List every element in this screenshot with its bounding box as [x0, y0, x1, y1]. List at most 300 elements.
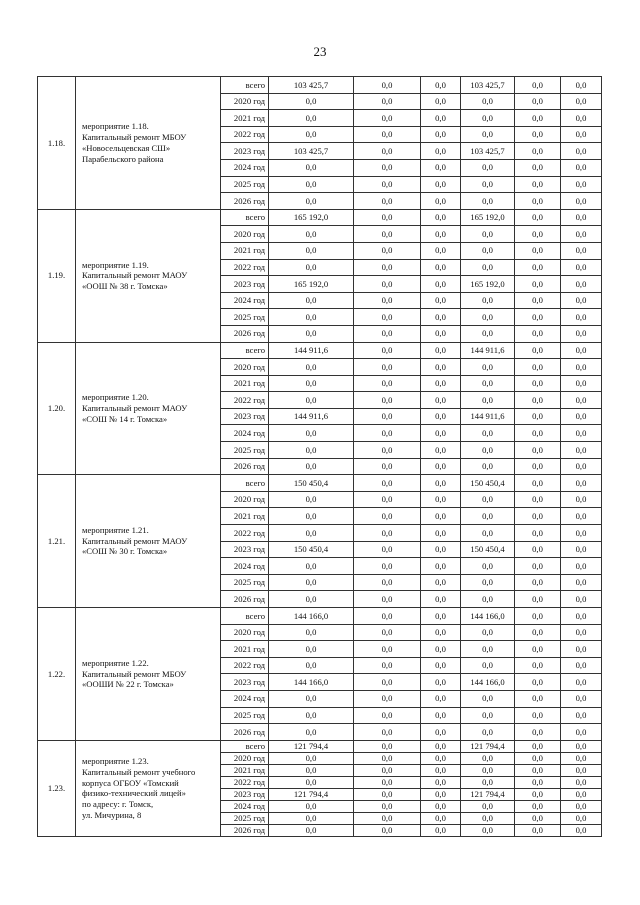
amount-cell: 0,0: [421, 309, 461, 326]
amount-cell: 0,0: [269, 764, 354, 776]
amount-cell: 0,0: [354, 292, 421, 309]
amount-cell: 0,0: [561, 724, 602, 741]
year-label: 2021 год: [221, 242, 269, 259]
amount-cell: 0,0: [269, 800, 354, 812]
amount-cell: 0,0: [461, 657, 515, 674]
year-label: 2022 год: [221, 126, 269, 143]
amount-cell: 0,0: [269, 690, 354, 707]
amount-cell: 0,0: [421, 193, 461, 210]
amount-cell: 0,0: [515, 541, 561, 558]
amount-cell: 0,0: [269, 491, 354, 508]
amount-cell: 0,0: [269, 458, 354, 475]
table-row: [38, 342, 602, 359]
amount-cell: 0,0: [269, 574, 354, 591]
amount-cell: 0,0: [561, 143, 602, 160]
year-label: 2026 год: [221, 325, 269, 342]
amount-cell: 0,0: [421, 375, 461, 392]
amount-cell: 0,0: [461, 525, 515, 542]
amount-cell: 0,0: [421, 690, 461, 707]
amount-cell: 0,0: [561, 525, 602, 542]
amount-cell: 0,0: [515, 309, 561, 326]
amount-cell: 0,0: [354, 126, 421, 143]
year-label: 2025 год: [221, 309, 269, 326]
item-number: 1.23.: [38, 740, 76, 836]
amount-cell: 0,0: [421, 657, 461, 674]
amount-cell: 0,0: [269, 525, 354, 542]
year-label: 2025 год: [221, 176, 269, 193]
amount-cell: 0,0: [354, 724, 421, 741]
amount-cell: 0,0: [515, 788, 561, 800]
amount-cell: 0,0: [561, 541, 602, 558]
amount-cell: 0,0: [354, 788, 421, 800]
year-label: 2025 год: [221, 707, 269, 724]
amount-cell: 0,0: [354, 77, 421, 94]
amount-cell: 0,0: [461, 159, 515, 176]
amount-cell: 0,0: [421, 776, 461, 788]
amount-cell: 0,0: [421, 624, 461, 641]
amount-cell: 0,0: [354, 591, 421, 608]
amount-cell: 0,0: [561, 475, 602, 492]
year-label: 2023 год: [221, 674, 269, 691]
amount-cell: 0,0: [354, 824, 421, 836]
amount-cell: 0,0: [561, 226, 602, 243]
amount-cell: 0,0: [354, 442, 421, 459]
amount-cell: 0,0: [561, 375, 602, 392]
amount-cell: 0,0: [354, 209, 421, 226]
amount-cell: 0,0: [561, 788, 602, 800]
amount-cell: 0,0: [421, 707, 461, 724]
amount-cell: 0,0: [354, 812, 421, 824]
year-label: 2024 год: [221, 690, 269, 707]
amount-cell: 0,0: [515, 491, 561, 508]
table-row: [38, 608, 602, 625]
amount-cell: 0,0: [461, 375, 515, 392]
amount-cell: 0,0: [354, 740, 421, 752]
amount-cell: 0,0: [269, 359, 354, 376]
amount-cell: 0,0: [561, 242, 602, 259]
amount-cell: 0,0: [354, 159, 421, 176]
year-label: 2024 год: [221, 558, 269, 575]
amount-cell: 0,0: [354, 674, 421, 691]
amount-cell: 0,0: [561, 824, 602, 836]
amount-cell: 0,0: [561, 77, 602, 94]
amount-cell: 0,0: [421, 558, 461, 575]
item-number: 1.21.: [38, 475, 76, 608]
amount-cell: 0,0: [515, 408, 561, 425]
item-number: 1.18.: [38, 77, 76, 210]
amount-cell: 0,0: [269, 242, 354, 259]
amount-cell: 0,0: [515, 292, 561, 309]
amount-cell: 0,0: [515, 591, 561, 608]
table-row: [38, 209, 602, 226]
amount-cell: 144 911,6: [461, 408, 515, 425]
amount-cell: 0,0: [354, 325, 421, 342]
amount-cell: 0,0: [461, 641, 515, 658]
amount-cell: 0,0: [515, 558, 561, 575]
amount-cell: 150 450,4: [461, 475, 515, 492]
amount-cell: 0,0: [269, 309, 354, 326]
amount-cell: 144 166,0: [269, 674, 354, 691]
amount-cell: 0,0: [561, 574, 602, 591]
amount-cell: 0,0: [354, 193, 421, 210]
amount-cell: 0,0: [561, 309, 602, 326]
amount-cell: 0,0: [269, 325, 354, 342]
amount-cell: 0,0: [515, 276, 561, 293]
amount-cell: 103 425,7: [461, 143, 515, 160]
amount-cell: 0,0: [421, 176, 461, 193]
year-label: 2020 год: [221, 359, 269, 376]
year-label: 2022 год: [221, 776, 269, 788]
amount-cell: 0,0: [421, 359, 461, 376]
amount-cell: 0,0: [269, 707, 354, 724]
amount-cell: 0,0: [421, 724, 461, 741]
amount-cell: 0,0: [461, 442, 515, 459]
amount-cell: 0,0: [515, 458, 561, 475]
amount-cell: 150 450,4: [269, 541, 354, 558]
amount-cell: 103 425,7: [461, 77, 515, 94]
amount-cell: 0,0: [561, 126, 602, 143]
amount-cell: 0,0: [421, 126, 461, 143]
amount-cell: 0,0: [354, 764, 421, 776]
amount-cell: 121 794,4: [461, 740, 515, 752]
amount-cell: 0,0: [421, 740, 461, 752]
amount-cell: 0,0: [354, 309, 421, 326]
amount-cell: 144 911,6: [269, 342, 354, 359]
amount-cell: 0,0: [354, 690, 421, 707]
amount-cell: 0,0: [421, 788, 461, 800]
amount-cell: 0,0: [421, 209, 461, 226]
table-row: [38, 475, 602, 492]
amount-cell: 0,0: [461, 193, 515, 210]
amount-cell: 0,0: [354, 392, 421, 409]
amount-cell: 0,0: [269, 176, 354, 193]
amount-cell: 0,0: [515, 143, 561, 160]
amount-cell: 0,0: [269, 812, 354, 824]
year-label: 2024 год: [221, 425, 269, 442]
page-number: 23: [313, 44, 327, 59]
amount-cell: 0,0: [515, 176, 561, 193]
amount-cell: 0,0: [354, 93, 421, 110]
amount-cell: 0,0: [515, 508, 561, 525]
amount-cell: 0,0: [515, 800, 561, 812]
amount-cell: 0,0: [421, 408, 461, 425]
year-label: 2024 год: [221, 292, 269, 309]
amount-cell: 0,0: [461, 292, 515, 309]
amount-cell: 0,0: [515, 776, 561, 788]
amount-cell: 0,0: [561, 209, 602, 226]
amount-cell: 0,0: [515, 209, 561, 226]
amount-cell: 0,0: [461, 707, 515, 724]
amount-cell: 0,0: [269, 259, 354, 276]
amount-cell: 0,0: [354, 359, 421, 376]
amount-cell: 0,0: [354, 558, 421, 575]
amount-cell: 0,0: [515, 442, 561, 459]
amount-cell: 0,0: [421, 525, 461, 542]
amount-cell: 0,0: [269, 126, 354, 143]
amount-cell: 0,0: [561, 110, 602, 127]
year-label: 2024 год: [221, 159, 269, 176]
amount-cell: 0,0: [269, 375, 354, 392]
amount-cell: 0,0: [421, 475, 461, 492]
amount-cell: 0,0: [461, 800, 515, 812]
amount-cell: 0,0: [561, 558, 602, 575]
table-body: [38, 77, 602, 837]
amount-cell: 0,0: [515, 690, 561, 707]
year-label: 2020 год: [221, 624, 269, 641]
amount-cell: 0,0: [269, 392, 354, 409]
year-label: 2026 год: [221, 724, 269, 741]
amount-cell: 0,0: [421, 591, 461, 608]
amount-cell: 0,0: [561, 776, 602, 788]
amount-cell: 0,0: [421, 800, 461, 812]
amount-cell: 0,0: [354, 475, 421, 492]
amount-cell: 0,0: [561, 193, 602, 210]
amount-cell: 0,0: [561, 508, 602, 525]
amount-cell: 0,0: [561, 674, 602, 691]
amount-cell: 0,0: [461, 508, 515, 525]
amount-cell: 0,0: [515, 242, 561, 259]
amount-cell: 0,0: [421, 392, 461, 409]
item-description: мероприятие 1.20. Капитальный ремонт МАОУ «СОШ № 14 г. Томска»: [76, 342, 221, 475]
amount-cell: 0,0: [461, 126, 515, 143]
year-label: 2022 год: [221, 525, 269, 542]
amount-cell: 0,0: [269, 442, 354, 459]
amount-cell: 0,0: [561, 359, 602, 376]
amount-cell: 0,0: [561, 93, 602, 110]
year-label: 2025 год: [221, 442, 269, 459]
year-label: 2025 год: [221, 812, 269, 824]
amount-cell: 0,0: [515, 159, 561, 176]
amount-cell: 150 450,4: [461, 541, 515, 558]
amount-cell: 0,0: [269, 657, 354, 674]
amount-cell: 0,0: [561, 624, 602, 641]
amount-cell: 0,0: [269, 641, 354, 658]
amount-cell: 0,0: [515, 93, 561, 110]
amount-cell: 0,0: [354, 624, 421, 641]
amount-cell: 0,0: [461, 392, 515, 409]
amount-cell: 0,0: [269, 624, 354, 641]
amount-cell: 0,0: [561, 425, 602, 442]
amount-cell: 0,0: [421, 608, 461, 625]
amount-cell: 0,0: [421, 812, 461, 824]
item-number: 1.19.: [38, 209, 76, 342]
amount-cell: 0,0: [354, 259, 421, 276]
year-label: 2020 год: [221, 752, 269, 764]
amount-cell: 144 911,6: [269, 408, 354, 425]
amount-cell: 0,0: [269, 752, 354, 764]
amount-cell: 0,0: [461, 93, 515, 110]
year-label: 2020 год: [221, 93, 269, 110]
amount-cell: 0,0: [354, 541, 421, 558]
year-label: всего: [221, 342, 269, 359]
amount-cell: 0,0: [561, 342, 602, 359]
item-description: мероприятие 1.23. Капитальный ремонт учебного корпуса ОГБОУ «Томский физико-технический лицей» по адресу: г. Томск, ул. Мичурина, 8: [76, 740, 221, 836]
year-label: 2020 год: [221, 491, 269, 508]
year-label: 2021 год: [221, 764, 269, 776]
amount-cell: 0,0: [515, 126, 561, 143]
amount-cell: 150 450,4: [269, 475, 354, 492]
amount-cell: 0,0: [515, 325, 561, 342]
amount-cell: 0,0: [421, 764, 461, 776]
year-label: всего: [221, 209, 269, 226]
amount-cell: 144 166,0: [461, 608, 515, 625]
amount-cell: 0,0: [354, 375, 421, 392]
amount-cell: 0,0: [354, 110, 421, 127]
amount-cell: 0,0: [515, 392, 561, 409]
amount-cell: 0,0: [561, 690, 602, 707]
amount-cell: 0,0: [421, 425, 461, 442]
year-label: 2026 год: [221, 193, 269, 210]
item-description: мероприятие 1.21. Капитальный ремонт МАОУ «СОШ № 30 г. Томска»: [76, 475, 221, 608]
item-description: мероприятие 1.22. Капитальный ремонт МБОУ «ООШИ № 22 г. Томска»: [76, 608, 221, 741]
amount-cell: 0,0: [421, 574, 461, 591]
amount-cell: 0,0: [461, 491, 515, 508]
amount-cell: 0,0: [269, 776, 354, 788]
amount-cell: 165 192,0: [461, 276, 515, 293]
amount-cell: 0,0: [421, 824, 461, 836]
amount-cell: 0,0: [269, 508, 354, 525]
year-label: 2023 год: [221, 143, 269, 160]
amount-cell: 0,0: [515, 657, 561, 674]
amount-cell: 0,0: [269, 110, 354, 127]
amount-cell: 165 192,0: [269, 209, 354, 226]
amount-cell: 0,0: [421, 276, 461, 293]
amount-cell: 0,0: [421, 674, 461, 691]
year-label: 2022 год: [221, 259, 269, 276]
amount-cell: 0,0: [269, 193, 354, 210]
amount-cell: 0,0: [561, 159, 602, 176]
amount-cell: 0,0: [561, 657, 602, 674]
amount-cell: 0,0: [561, 491, 602, 508]
year-label: 2026 год: [221, 824, 269, 836]
table-row: [38, 740, 602, 752]
amount-cell: 0,0: [461, 176, 515, 193]
year-label: 2025 год: [221, 574, 269, 591]
amount-cell: 0,0: [354, 458, 421, 475]
year-label: 2026 год: [221, 458, 269, 475]
year-label: 2022 год: [221, 657, 269, 674]
amount-cell: 0,0: [461, 558, 515, 575]
amount-cell: 0,0: [354, 776, 421, 788]
amount-cell: 0,0: [421, 259, 461, 276]
amount-cell: 0,0: [269, 292, 354, 309]
amount-cell: 0,0: [421, 752, 461, 764]
amount-cell: 0,0: [269, 159, 354, 176]
amount-cell: 0,0: [461, 764, 515, 776]
amount-cell: 0,0: [515, 342, 561, 359]
amount-cell: 0,0: [461, 690, 515, 707]
amount-cell: 121 794,4: [461, 788, 515, 800]
year-label: всего: [221, 608, 269, 625]
amount-cell: 0,0: [421, 226, 461, 243]
amount-cell: 0,0: [561, 392, 602, 409]
amount-cell: 0,0: [461, 776, 515, 788]
year-label: 2023 год: [221, 541, 269, 558]
amount-cell: 0,0: [515, 764, 561, 776]
amount-cell: 121 794,4: [269, 740, 354, 752]
amount-cell: 0,0: [515, 641, 561, 658]
amount-cell: 0,0: [354, 408, 421, 425]
year-label: 2024 год: [221, 800, 269, 812]
item-description: мероприятие 1.19. Капитальный ремонт МАОУ «ООШ № 38 г. Томска»: [76, 209, 221, 342]
amount-cell: 144 911,6: [461, 342, 515, 359]
amount-cell: 0,0: [421, 292, 461, 309]
amount-cell: 0,0: [515, 624, 561, 641]
amount-cell: 0,0: [461, 425, 515, 442]
amount-cell: 0,0: [561, 408, 602, 425]
amount-cell: 0,0: [421, 143, 461, 160]
item-number: 1.22.: [38, 608, 76, 741]
year-label: 2023 год: [221, 408, 269, 425]
amount-cell: 0,0: [421, 442, 461, 459]
year-label: 2022 год: [221, 392, 269, 409]
amount-cell: 0,0: [421, 93, 461, 110]
amount-cell: 103 425,7: [269, 143, 354, 160]
amount-cell: 0,0: [515, 752, 561, 764]
amount-cell: 0,0: [561, 259, 602, 276]
amount-cell: 0,0: [515, 812, 561, 824]
amount-cell: 0,0: [515, 608, 561, 625]
amount-cell: 0,0: [515, 475, 561, 492]
amount-cell: 0,0: [421, 159, 461, 176]
amount-cell: 0,0: [354, 242, 421, 259]
amount-cell: 0,0: [561, 608, 602, 625]
amount-cell: 0,0: [354, 525, 421, 542]
amount-cell: 0,0: [269, 824, 354, 836]
amount-cell: 0,0: [561, 707, 602, 724]
amount-cell: 0,0: [421, 491, 461, 508]
amount-cell: 0,0: [561, 641, 602, 658]
year-label: 2020 год: [221, 226, 269, 243]
amount-cell: 0,0: [354, 800, 421, 812]
amount-cell: 0,0: [354, 707, 421, 724]
year-label: 2021 год: [221, 375, 269, 392]
amount-cell: 0,0: [421, 242, 461, 259]
amount-cell: 144 166,0: [461, 674, 515, 691]
amount-cell: 0,0: [421, 342, 461, 359]
year-label: 2021 год: [221, 508, 269, 525]
amount-cell: 0,0: [461, 458, 515, 475]
item-description: мероприятие 1.18. Капитальный ремонт МБОУ «Новосельцевская СШ» Парабельского района: [76, 77, 221, 210]
amount-cell: 0,0: [515, 375, 561, 392]
amount-cell: 0,0: [354, 226, 421, 243]
amount-cell: 0,0: [354, 143, 421, 160]
amount-cell: 0,0: [561, 325, 602, 342]
amount-cell: 0,0: [561, 591, 602, 608]
amount-cell: 0,0: [354, 608, 421, 625]
amount-cell: 0,0: [354, 508, 421, 525]
amount-cell: 0,0: [461, 624, 515, 641]
amount-cell: 0,0: [354, 752, 421, 764]
amount-cell: 0,0: [269, 93, 354, 110]
amount-cell: 0,0: [461, 226, 515, 243]
amount-cell: 0,0: [561, 176, 602, 193]
amount-cell: 0,0: [561, 752, 602, 764]
amount-cell: 0,0: [515, 193, 561, 210]
amount-cell: 0,0: [515, 525, 561, 542]
year-label: всего: [221, 77, 269, 94]
amount-cell: 0,0: [561, 276, 602, 293]
amount-cell: 0,0: [269, 425, 354, 442]
year-label: 2021 год: [221, 641, 269, 658]
amount-cell: 0,0: [354, 657, 421, 674]
year-label: 2021 год: [221, 110, 269, 127]
table-row: [38, 77, 602, 94]
amount-cell: 0,0: [561, 764, 602, 776]
amount-cell: 0,0: [269, 724, 354, 741]
amount-cell: 0,0: [515, 724, 561, 741]
amount-cell: 0,0: [461, 259, 515, 276]
